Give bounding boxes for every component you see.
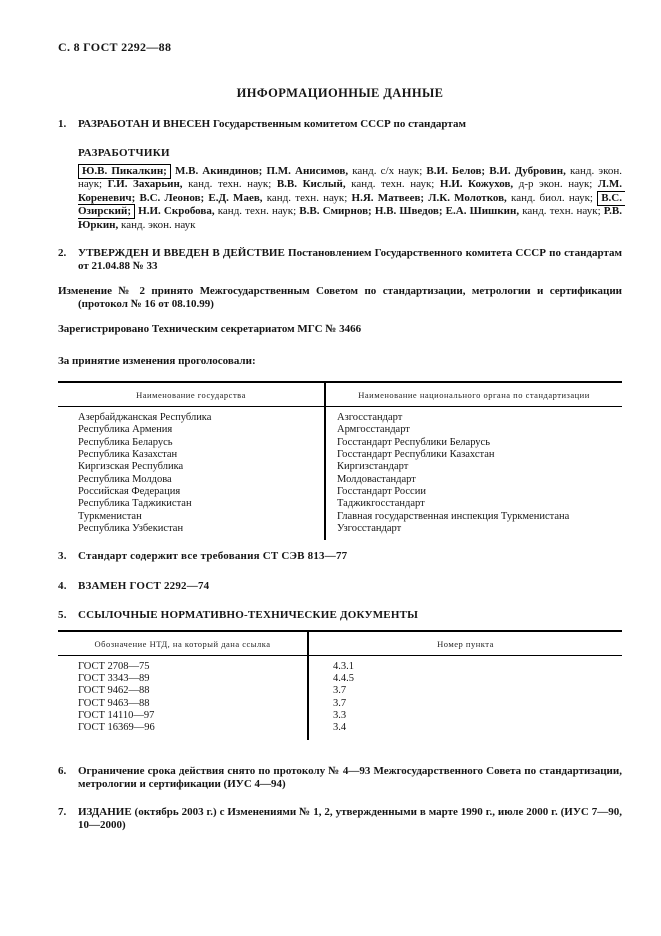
table-row xyxy=(58,486,622,498)
section-6-text: Ограничение срока действия снято по протоколу № 4—93 Межгосударственного Совета по стандартизации, метрологии и сертификации (ИУС 4—94) xyxy=(78,764,622,791)
table-row xyxy=(58,698,622,710)
amendment-note: Изменение № 2 принято Межгосударственным Советом по стандартизации, метрологии и сертификации (протокол № 16 от 08.10.99) xyxy=(58,284,622,311)
table-cell: Киргизстандарт xyxy=(337,461,409,473)
table-row xyxy=(58,461,622,473)
developer-segment: Р.В. Юркин, xyxy=(78,205,625,231)
table-row xyxy=(58,498,622,510)
table-row xyxy=(58,722,622,739)
ntd-references-table xyxy=(58,630,622,740)
boxed-developer-name: Ю.В. Пикалкин; xyxy=(78,164,171,179)
developer-segment: М.В. Акиндинов; П.М. Анисимов, xyxy=(170,164,349,177)
section-4-number: 4. xyxy=(58,579,67,592)
developer-segment: Г.И. Захарьин, xyxy=(107,178,183,191)
section-5 xyxy=(58,609,622,623)
developer-segment: Н.Я. Матвеев; Л.К. Молотков, xyxy=(351,191,507,204)
table-row xyxy=(58,449,622,461)
table-cell: Республика Таджикистан xyxy=(58,498,325,510)
section-6 xyxy=(58,765,622,792)
boxed-developer-name: В.С. Озирский; xyxy=(78,191,625,218)
table-cell: Республика Молдова xyxy=(58,474,325,486)
states-table-header-row xyxy=(58,382,622,407)
section-3 xyxy=(58,550,622,564)
table-row xyxy=(58,710,622,722)
table-cell: Азербайджанская Республика xyxy=(58,407,325,425)
table-cell: Молдовастандарт xyxy=(337,473,416,485)
developers-heading: РАЗРАБОТЧИКИ xyxy=(78,146,170,159)
registration-note: Зарегистрировано Техническим секретариатом МГС № 3466 xyxy=(58,322,362,335)
developer-segment: Н.И. Кожухов, xyxy=(439,178,514,191)
developer-segment: В.И. Белов; В.И. Дубровин, xyxy=(426,164,566,177)
states-table-header-org: Наименование национального органа по стандартизации xyxy=(325,382,622,407)
table-row xyxy=(58,474,622,486)
table-row xyxy=(58,685,622,697)
developer-segment: Л.М. Кореневич; В.С. Леонов; Е.Д. Маев, xyxy=(78,178,625,204)
table-cell: 4.4.5 xyxy=(333,673,354,685)
table-cell: Республика Армения xyxy=(58,424,325,436)
section-7 xyxy=(58,806,622,833)
table-cell: Туркменистан xyxy=(58,511,325,523)
developer-segment: Н.И. Скробова, xyxy=(135,205,215,218)
table-cell: ГОСТ 16369—96 xyxy=(58,722,308,739)
ntd-table-header-row xyxy=(58,631,622,656)
states-table-header-state: Наименование государства xyxy=(58,382,325,407)
table-row xyxy=(58,673,622,685)
table-row xyxy=(58,523,622,540)
table-cell: 4.3.1 xyxy=(333,660,354,672)
section-2-number: 2. xyxy=(58,246,67,259)
table-cell: 3.3 xyxy=(333,710,347,722)
table-cell: Госстандарт России xyxy=(337,485,426,497)
table-cell: ГОСТ 9463—88 xyxy=(58,698,308,710)
developer-segment: В.В. Смирнов; Н.В. Шведов; Е.А. Шишкин, xyxy=(299,205,520,218)
section-3-number: 3. xyxy=(58,550,67,563)
table-row xyxy=(58,407,622,425)
table-cell: 3.7 xyxy=(333,697,347,709)
table-cell: 3.7 xyxy=(333,685,347,697)
table-cell: Республика Беларусь xyxy=(58,437,325,449)
table-cell: Киргизская Республика xyxy=(58,461,325,473)
section-7-text: ИЗДАНИЕ (октябрь 2003 г.) с Изменениями № 1, 2, утвержденными в марте 1990 г., июле 2000 г. (ИУС 7—90, 10—2000) xyxy=(78,805,622,832)
table-row xyxy=(58,437,622,449)
ntd-table-header-designation: Обозначение НТД, на который дана ссылка xyxy=(58,631,308,656)
section-5-number: 5. xyxy=(58,609,67,622)
table-cell: Республика Казахстан xyxy=(58,449,325,461)
document-content xyxy=(58,40,625,833)
table-cell: ГОСТ 14110—97 xyxy=(58,710,308,722)
table-cell: Госстандарт Республики Казахстан xyxy=(337,449,495,461)
table-cell: ГОСТ 9462—88 xyxy=(58,685,308,697)
section-4-text: ВЗАМЕН ГОСТ 2292—74 xyxy=(78,579,210,592)
table-cell: Республика Узбекистан xyxy=(58,523,325,540)
vote-intro: За принятие изменения проголосовали: xyxy=(58,354,256,367)
table-cell: Армгосстандарт xyxy=(337,424,410,436)
section-1-text: РАЗРАБОТАН И ВНЕСЕН Государственным комитетом СССР по стандартам xyxy=(78,118,466,130)
developer-segment: канд. техн. наук; xyxy=(214,205,300,218)
section-2 xyxy=(58,247,622,274)
table-cell: 3.4 xyxy=(333,722,347,734)
developer-segment: В.В. Кислый, xyxy=(276,178,346,191)
table-row xyxy=(58,424,622,436)
table-cell: Госстандарт Республики Беларусь xyxy=(337,436,491,448)
developer-segment: канд. техн. наук; xyxy=(345,178,440,191)
section-3-text: Стандарт содержит все требования СТ СЭВ 813—77 xyxy=(78,550,348,563)
section-5-text: ССЫЛОЧНЫЕ НОРМАТИВНО-ТЕХНИЧЕСКИЕ ДОКУМЕНТЫ xyxy=(78,609,419,622)
table-row xyxy=(58,511,622,523)
states-table xyxy=(58,381,622,540)
table-cell: Узгосстандарт xyxy=(337,522,402,534)
developer-segment: канд. техн. наук; xyxy=(519,205,604,218)
developer-segment: канд. экон. наук; xyxy=(78,164,625,191)
table-cell: ГОСТ 2708—75 xyxy=(58,655,308,673)
page-header: С. 8 ГОСТ 2292—88 xyxy=(58,40,172,54)
table-row xyxy=(58,655,622,673)
table-cell: Главная государственная инспекция Туркменистана xyxy=(337,510,570,522)
developer-segment: канд. экон. наук xyxy=(118,218,196,231)
developer-segment: канд. техн. наук; xyxy=(182,178,277,191)
section-7-number: 7. xyxy=(58,805,67,818)
page-title: ИНФОРМАЦИОННЫЕ ДАННЫЕ xyxy=(236,86,444,100)
developers-list xyxy=(58,164,625,233)
developer-segment: канд. биол. наук; xyxy=(506,191,598,204)
ntd-table-header-clause: Номер пункта xyxy=(308,631,622,656)
table-cell: Азгосстандарт xyxy=(337,412,403,424)
section-6-number: 6. xyxy=(58,764,67,777)
section-1 xyxy=(58,118,622,132)
developer-segment: канд. техн. наук; xyxy=(262,191,352,204)
table-cell: Таджикгосстандарт xyxy=(337,498,425,510)
developer-segment: канд. с/х наук; xyxy=(348,164,427,177)
section-4 xyxy=(58,580,622,594)
developer-segment: д-р экон. наук; xyxy=(513,178,598,191)
section-1-number: 1. xyxy=(58,118,67,130)
section-2-text: УТВЕРЖДЕН И ВВЕДЕН В ДЕЙСТВИЕ Постановлением Государственного комитета СССР по стандартам от 21.04.88 № 33 xyxy=(78,246,622,273)
table-cell: ГОСТ 3343—89 xyxy=(58,673,308,685)
table-cell: Российская Федерация xyxy=(58,486,325,498)
